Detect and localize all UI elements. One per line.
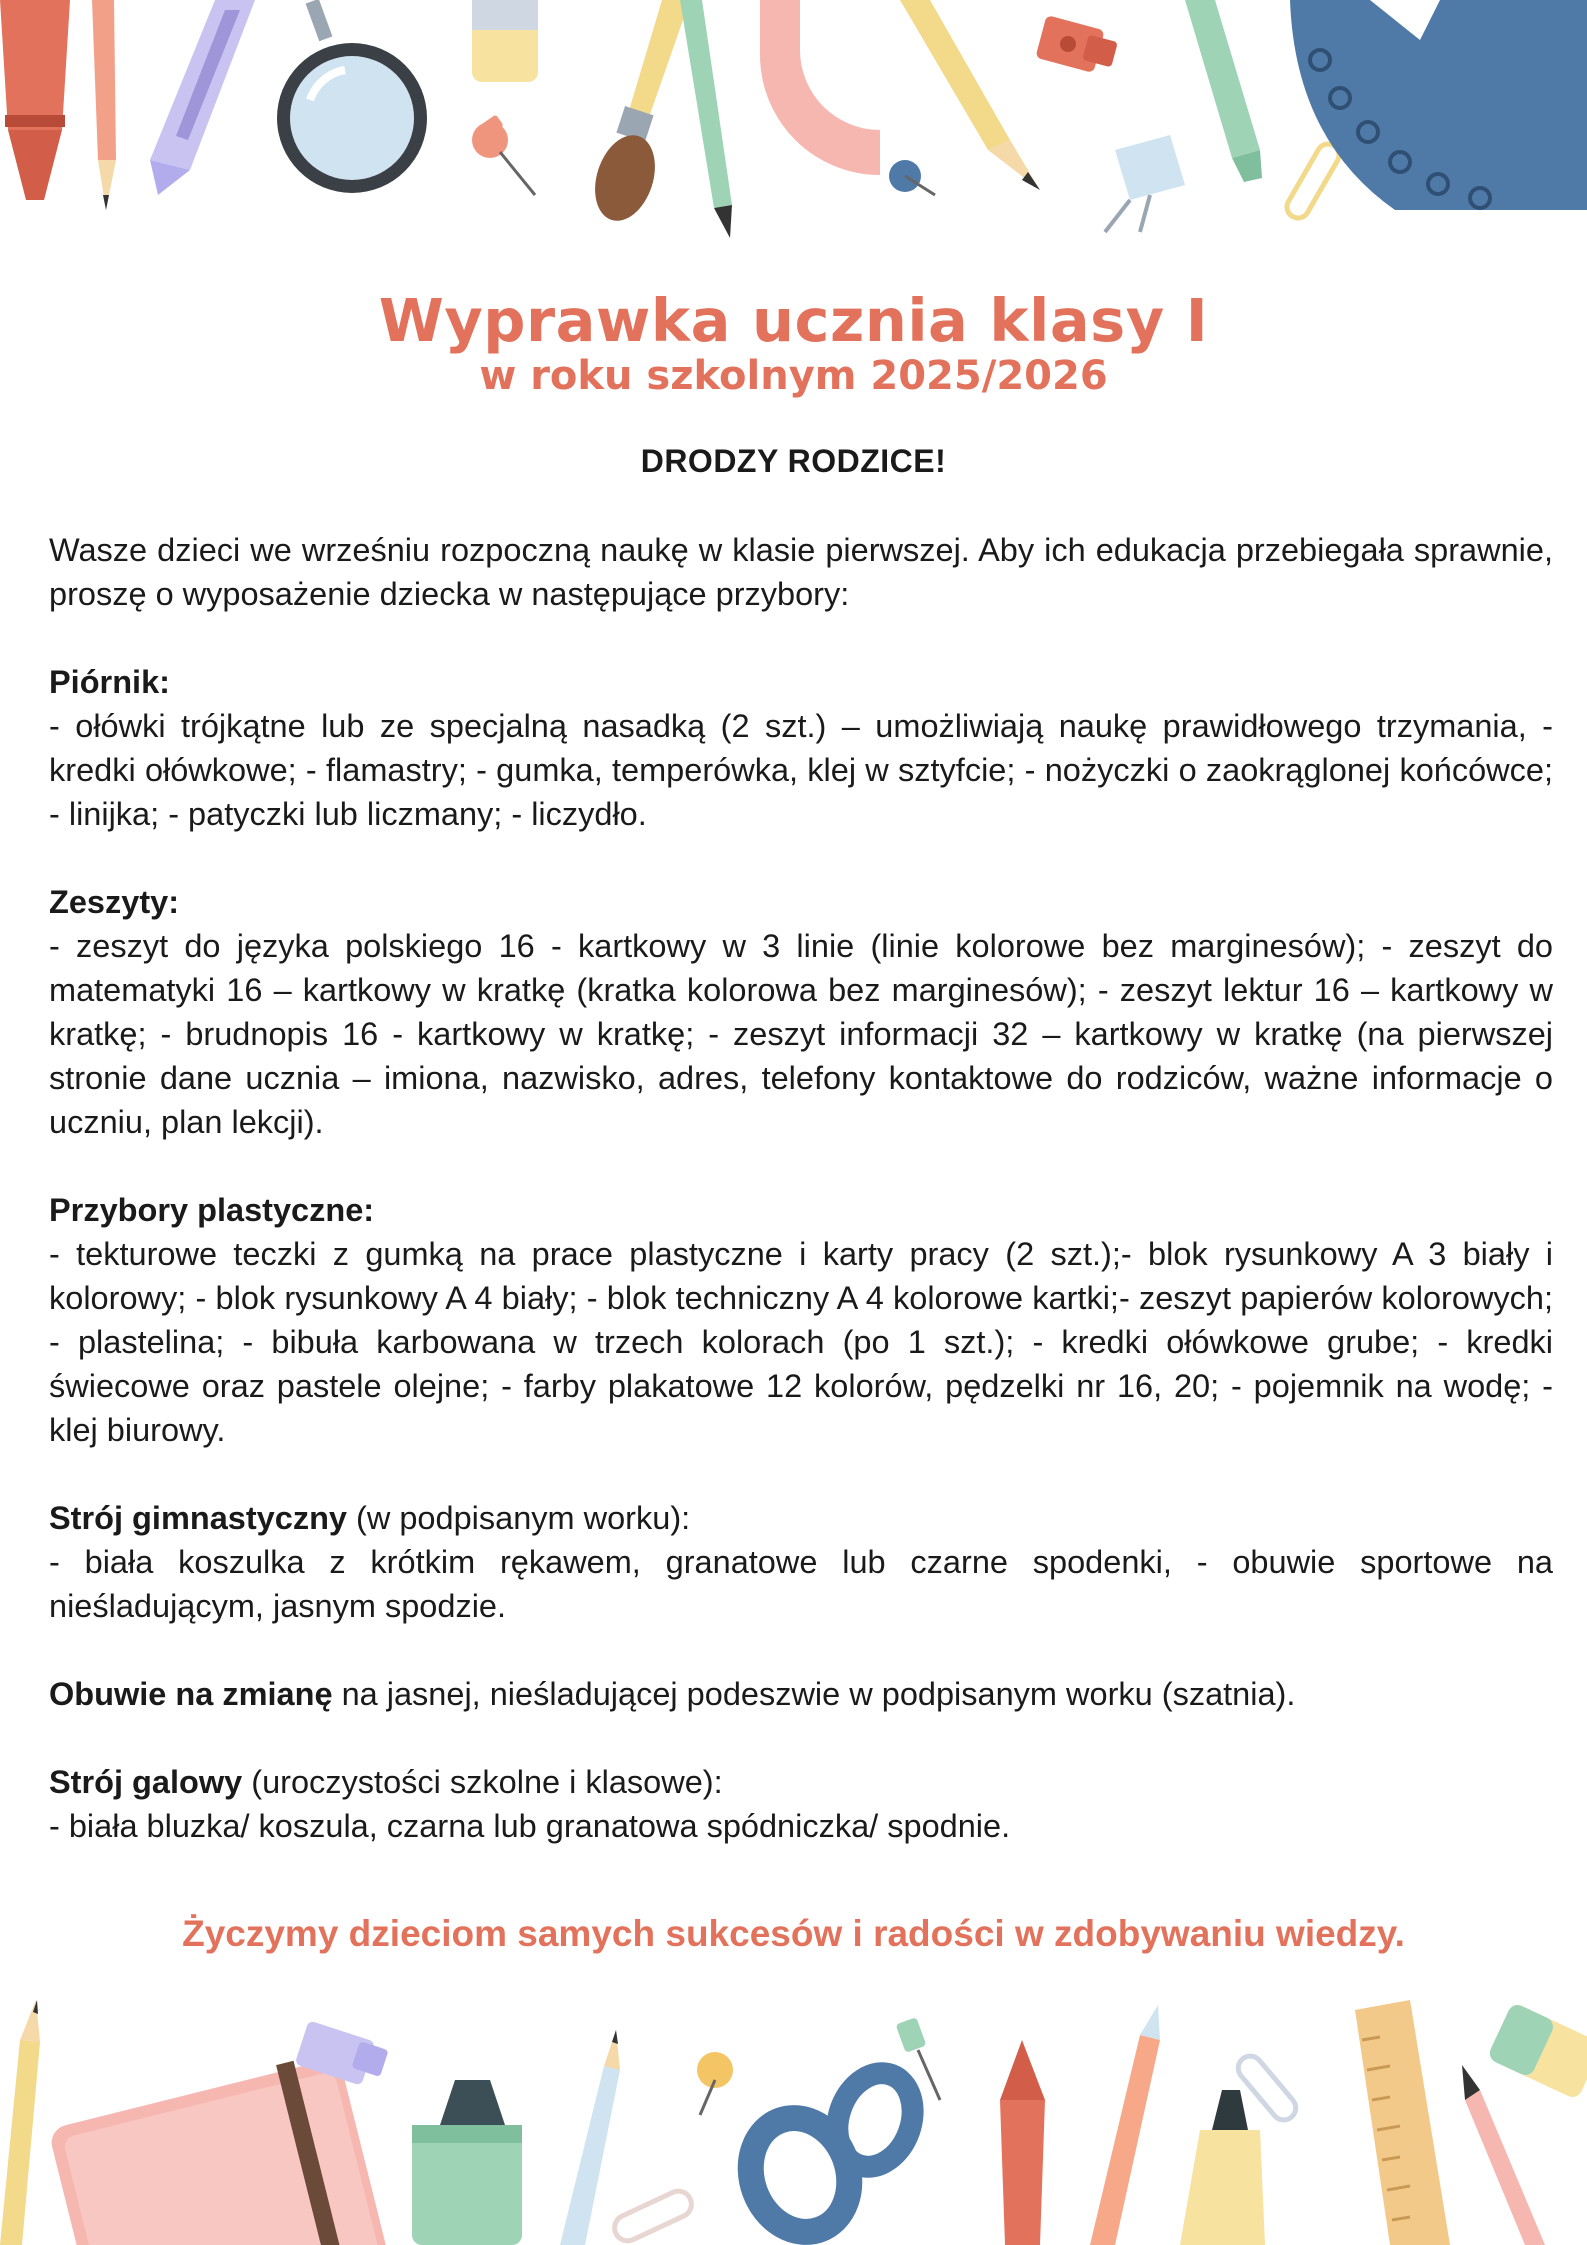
pencil-icon [900,0,1040,190]
pushpin-icon [472,114,535,195]
top-stationery-decoration [0,0,1587,240]
section-stroj-galowy [49,1760,1553,1848]
crayon-icon [1000,2040,1045,2245]
paperclip-icon [1283,140,1343,222]
pencil-icon [680,0,732,238]
paintbrush-icon [585,0,690,228]
page-title: Wyprawka ucznia klasy I [378,286,1209,355]
eraser-icon [1487,2002,1587,2100]
section-heading: Przybory plastyczne: [49,1192,375,1228]
scissors-icon [735,2063,925,2245]
closing-wish: Życzymy dzieciom samych sukcesów i radości w zdobywaniu wiedzy. [182,1913,1405,1954]
section-heading: Strój gimnastyczny [49,1500,347,1536]
section-text: - biała koszulka z krótkim rękawem, granatowe lub czarne spodenki, - obuwie sportowe na nieśladującym, jasnym spodzie. [49,1544,1553,1624]
section-przybory-plastyczne [49,1188,1553,1452]
notebook-icon [1290,0,1587,210]
pushpin-icon [889,160,935,195]
binder-clip-icon [1105,135,1185,232]
notebook-icon [48,2057,392,2245]
highlighter-icon [1180,2090,1265,2245]
section-heading: Zeszyty: [49,884,180,920]
ruler-icon [1355,2000,1450,2245]
greeting: DRODZY RODZICE! [640,443,947,479]
section-heading: Obuwie na zmianę [49,1676,333,1712]
page-subtitle: w roku szkolnym 2025/2026 [479,353,1108,399]
highlighter-icon [0,0,70,200]
section-obuwie-na-zmiane [49,1672,1553,1716]
section-heading: Strój galowy [49,1764,243,1800]
section-text: - tekturowe teczki z gumką na prace plastyczne i karty pracy (2 szt.);- blok rysunkowy A 3 biały i kolorowy; - blok rysunkowy A 4 biały; - blok techniczny A 4 kolorowe kartki;- zeszyt papierów kolorowych; - plastelina; - bibuła karbowana w trzech kolorach (po 1 szt.); - kredki ołówkowe grube; - kredki świecowe oraz pastele olejne; - farby plakatowe 12 kolorów, pędzelki nr 16, 20; - pojemnik na wodę; - klej biurowy. [49,1236,1553,1448]
protractor-icon [760,0,880,175]
section-note: (uroczystości szkolne i klasowe): [242,1764,723,1800]
marker-icon [412,2080,522,2245]
eraser-icon [472,0,538,82]
title-block [0,288,1587,398]
section-note: (w podpisanym worku): [347,1500,691,1536]
crayon-icon [150,0,255,195]
bottom-stationery-decoration [0,1990,1587,2245]
intro-paragraph: Wasze dzieci we wrześniu rozpoczną naukę w klasie pierwszej. Aby ich edukacja przebiegała sprawnie, proszę o wyposażenie dziecka w następujące przybory: [49,532,1553,612]
pencil-icon [92,0,116,210]
document-body [49,528,1553,1892]
section-stroj-gimnastyczny [49,1496,1553,1628]
section-text: - zeszyt do języka polskiego 16 - kartkowy w 3 linie (linie kolorowe bez marginesów); - zeszyt do matematyki 16 – kartkowy w kratkę (kratka kolorowa bez marginesów); - zeszyt lektur 16 – kartkowy w kratkę; - brudnopis 16 - kartkowy w kratkę; - zeszyt informacji 32 – kartkowy w kratkę (na pierwszej stronie dane ucznia – imiona, nazwisko, adres, telefony kontaktowe do rodziców, ważne informacje o uczniu, plan lekcji). [49,928,1553,1140]
paperclip-icon [610,2187,695,2245]
section-text: - biała bluzka/ koszula, czarna lub granatowa spódniczka/ spodnie. [49,1808,1011,1844]
pencil-icon [0,2000,40,2245]
section-note: na jasnej, nieśladującej podeszwie w podpisanym worku (szatnia). [332,1676,1296,1712]
section-zeszyty [49,880,1553,1144]
pencil-icon [1462,2065,1545,2245]
magnifier-icon [277,0,427,193]
sharpener-icon [1035,15,1118,73]
marker-icon [1185,0,1262,182]
pencil-icon [560,2030,620,2245]
pushpin-icon [697,2052,733,2115]
section-piornik [49,660,1553,836]
section-text: - ołówki trójkątne lub ze specjalną nasadką (2 szt.) – umożliwiają naukę prawidłowego trzymania, - kredki ołówkowe; - flamastry; - gumka, temperówka, klej w sztyfcie; - nożyczki o zaokrąglonej końcówce; - linijka; - patyczki lub liczmany; - liczydło. [49,708,1553,832]
pencil-icon [1090,2005,1160,2245]
section-heading: Piórnik: [49,664,170,700]
